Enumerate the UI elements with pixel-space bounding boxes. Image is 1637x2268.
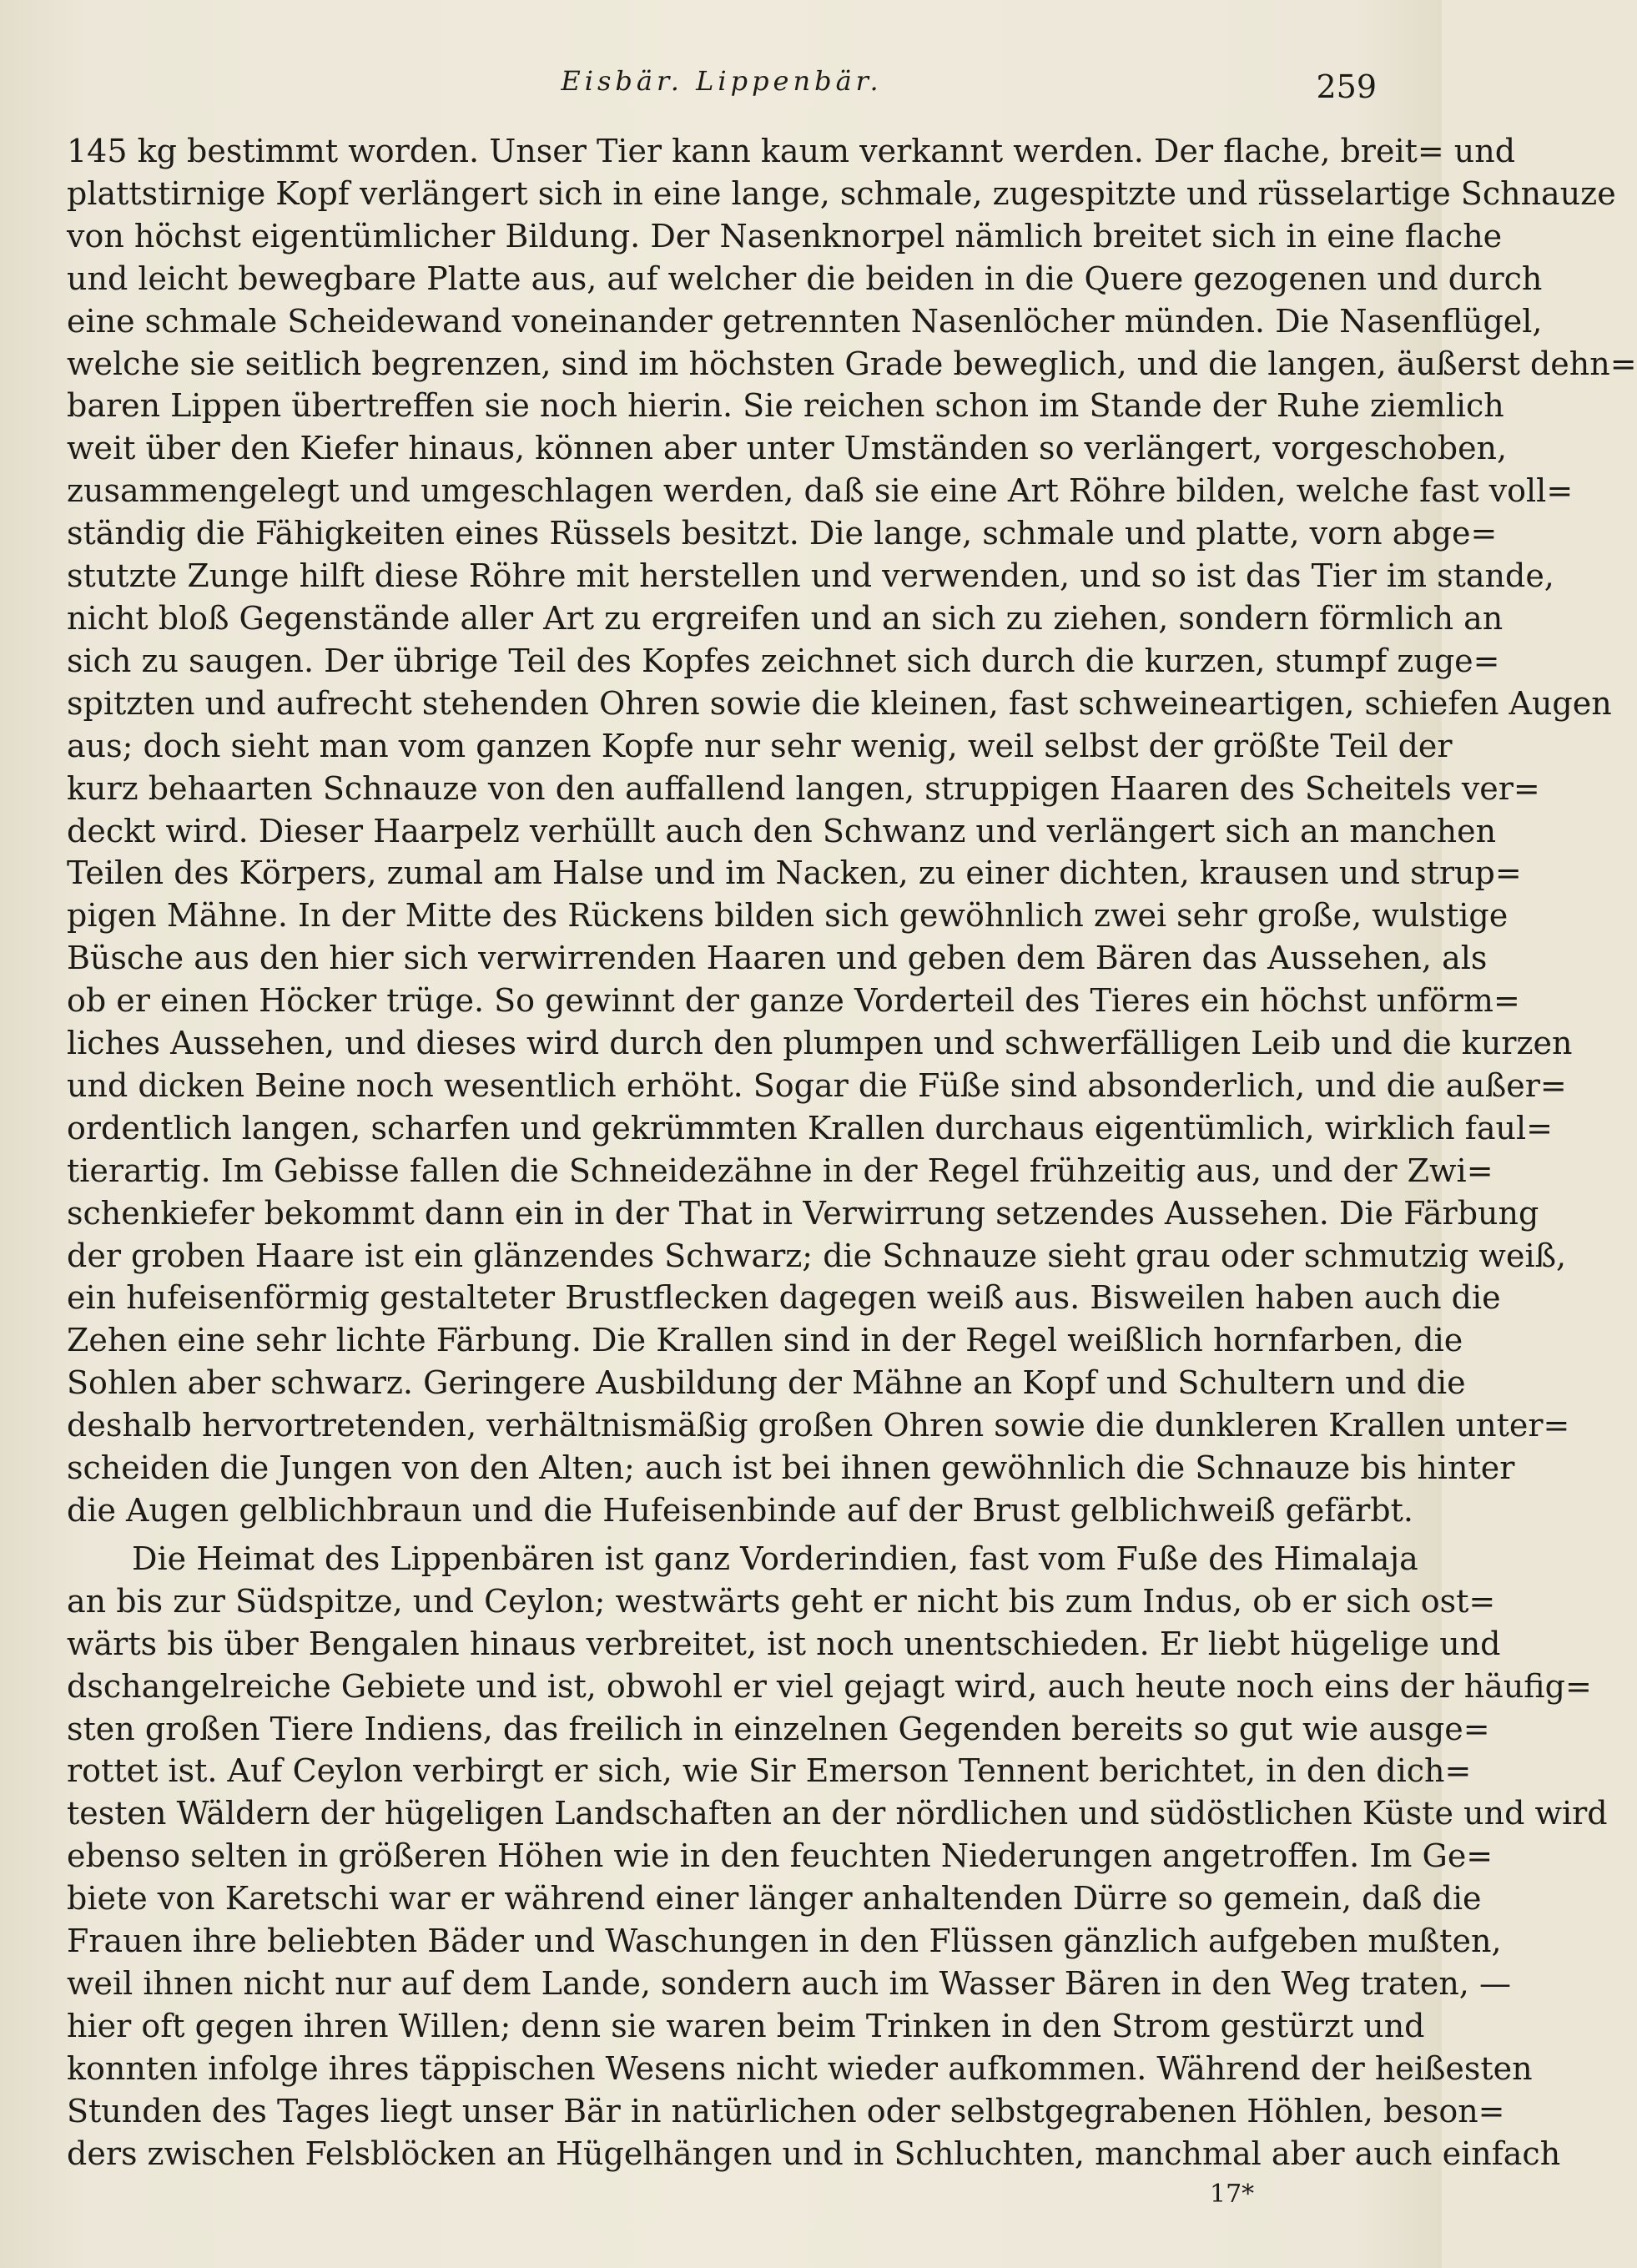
text-line: ders zwischen Felsblöcken an Hügelhängen und in Schluchten, manchmal aber auch einfach [67,2134,1561,2172]
text-line: Stunden des Tages liegt unser Bär in natürlichen oder selbstgegrabenen Höhlen, beson= [67,2092,1505,2129]
text-line: spitzten und aufrecht stehenden Ohren sowie die kleinen, fast schweineartigen, schiefen Augen [67,684,1612,722]
page-number: 259 [1316,68,1377,105]
text-line: ordentlich langen, scharfen und gekrümmten Krallen durchaus eigentümlich, wirklich faul= [67,1109,1553,1147]
text-line: an bis zur Südspitze, und Ceylon; westwärts geht er nicht bis zum Indus, ob er sich ost= [67,1582,1496,1620]
running-title: Eisbär. Lippenbär. [561,65,883,97]
text-line: baren Lippen übertreffen sie noch hierin. Sie reichen schon im Stande der Ruhe ziemlich [67,387,1504,425]
text-line: und dicken Beine noch wesentlich erhöht. Sogar die Füße sind absonderlich, und die außer= [67,1066,1567,1104]
text-line: pigen Mähne. In der Mitte des Rückens bilden sich gewöhnlich zwei sehr große, wulstige [67,897,1509,935]
text-line: dschangelreiche Gebiete und ist, obwohl er viel gejagt wird, auch heute noch eins der häufig= [67,1667,1592,1705]
text-line: testen Wäldern der hügeligen Landschaften an der nördlichen und südöstlichen Küste und wird [67,1795,1608,1832]
signature-mark: 17* [1210,2180,1255,2209]
text-line: wärts bis über Bengalen hinaus verbreitet, ist noch unentschieden. Er liebt hügelige und [67,1625,1501,1662]
text-line: liches Aussehen, und dieses wird durch den plumpen und schwerfälligen Leib und die kurzen [67,1025,1573,1062]
text-line: scheiden die Jungen von den Alten; auch ist bei ihnen gewöhnlich die Schnauze bis hinter [67,1449,1515,1487]
text-line: Frauen ihre beliebten Bäder und Waschungen in den Flüssen gänzlich aufgeben mußten, [67,1923,1502,1960]
text-line: plattstirnige Kopf verlängert sich in eine lange, schmale, zugespitzte und rüsselartige Schnauze [67,174,1616,212]
text-line: der groben Haare ist ein glänzendes Schwarz; die Schnauze sieht grau oder schmutzig weiß, [67,1237,1567,1274]
text-line: eine schmale Scheidewand voneinander getrennten Nasenlöcher münden. Die Nasenflügel, [67,302,1543,340]
text-line: Die Heimat des Lippenbären ist ganz Vorderindien, fast vom Fuße des Himalaja [132,1540,1418,1577]
text-line: Zehen eine sehr lichte Färbung. Die Krallen sind in der Regel weißlich hornfarben, die [67,1322,1463,1359]
text-line: ebenso selten in größeren Höhen wie in den feuchten Niederungen angetroffen. Im Ge= [67,1837,1493,1875]
text-line: sich zu saugen. Der übrige Teil des Kopfes zeichnet sich durch die kurzen, stumpf zuge= [67,642,1500,679]
text-line: konnten infolge ihres täppischen Wesens nicht wieder aufkommen. Während der heißesten [67,2049,1533,2087]
paragraph-bear-description [67,130,1637,1532]
text-line: rottet ist. Auf Ceylon verbirgt er sich, wie Sir Emerson Tennent berichtet, in den dich= [67,1752,1472,1790]
text-line: Büsche aus den hier sich verwirrenden Haaren und geben dem Bären das Aussehen, als [67,940,1488,977]
text-line: kurz behaarten Schnauze von den auffallend langen, struppigen Haaren des Scheitels ver= [67,769,1540,807]
body-text [67,130,1637,2175]
text-line: hier oft gegen ihren Willen; denn sie waren beim Trinken in den Strom gestürzt und [67,2007,1425,2044]
page-header [67,60,1377,110]
text-line: aus; doch sieht man vom ganzen Kopfe nur sehr wenig, weil selbst der größte Teil der [67,727,1453,764]
text-line: ein hufeisenförmig gestalteter Brustflecken dagegen weiß aus. Bisweilen haben auch die [67,1279,1501,1317]
text-line: von höchst eigentümlicher Bildung. Der Nasenknorpel nämlich breitet sich in eine flache [67,217,1503,255]
text-line: ständig die Fähigkeiten eines Rüssels besitzt. Die lange, schmale und platte, vorn abge= [67,515,1498,552]
text-line: nicht bloß Gegenstände aller Art zu ergreifen und an sich zu ziehen, sondern förmlich an [67,599,1504,637]
text-line: Teilen des Körpers, zumal am Halse und im Nacken, zu einer dichten, krausen und strup= [67,854,1522,892]
text-line: weit über den Kiefer hinaus, können aber unter Umständen so verlängert, vorgeschoben, [67,430,1508,467]
text-line: Sohlen aber schwarz. Geringere Ausbildung der Mähne an Kopf und Schultern und die [67,1364,1466,1402]
text-line: zusammengelegt und umgeschlagen werden, daß sie eine Art Röhre bilden, welche fast voll= [67,472,1574,510]
text-line: die Augen gelblichbraun und die Hufeisenbinde auf der Brust gelblichweiß gefärbt. [67,1492,1413,1529]
text-line: 145 kg bestimmt worden. Unser Tier kann kaum verkannt werden. Der flache, breit= und [67,133,1516,169]
text-line: welche sie seitlich begrenzen, sind im höchsten Grade beweglich, und die langen, äußerst dehn= [67,345,1637,382]
text-line: sten großen Tiere Indiens, das freilich in einzelnen Gegenden bereits so gut wie ausge= [67,1710,1490,1747]
text-line: stutzte Zunge hilft diese Röhre mit herstellen und verwenden, und so ist das Tier im stande, [67,557,1554,595]
text-line: weil ihnen nicht nur auf dem Lande, sondern auch im Wasser Bären in den Weg traten, — [67,1964,1511,2002]
text-line: ob er einen Höcker trüge. So gewinnt der ganze Vorderteil des Tieres ein höchst unförm= [67,982,1520,1020]
text-line: tierartig. Im Gebisse fallen die Schneidezähne in der Regel frühzeitig aus, und der Zwi= [67,1152,1493,1189]
paragraph-habitat [67,1538,1608,2175]
text-line: deckt wird. Dieser Haarpelz verhüllt auch den Schwanz und verlängert sich an manchen [67,812,1497,849]
text-line: biete von Karetschi war er während einer länger anhaltenden Dürre so gemein, daß die [67,1880,1482,1918]
text-line: und leicht bewegbare Platte aus, auf welcher die beiden in die Quere gezogenen und durch [67,260,1543,297]
text-line: schenkiefer bekommt dann ein in der That in Verwirrung setzendes Aussehen. Die Färbung [67,1194,1539,1232]
text-line: deshalb hervortretenden, verhältnismäßig großen Ohren sowie die dunkleren Krallen unter= [67,1407,1570,1444]
